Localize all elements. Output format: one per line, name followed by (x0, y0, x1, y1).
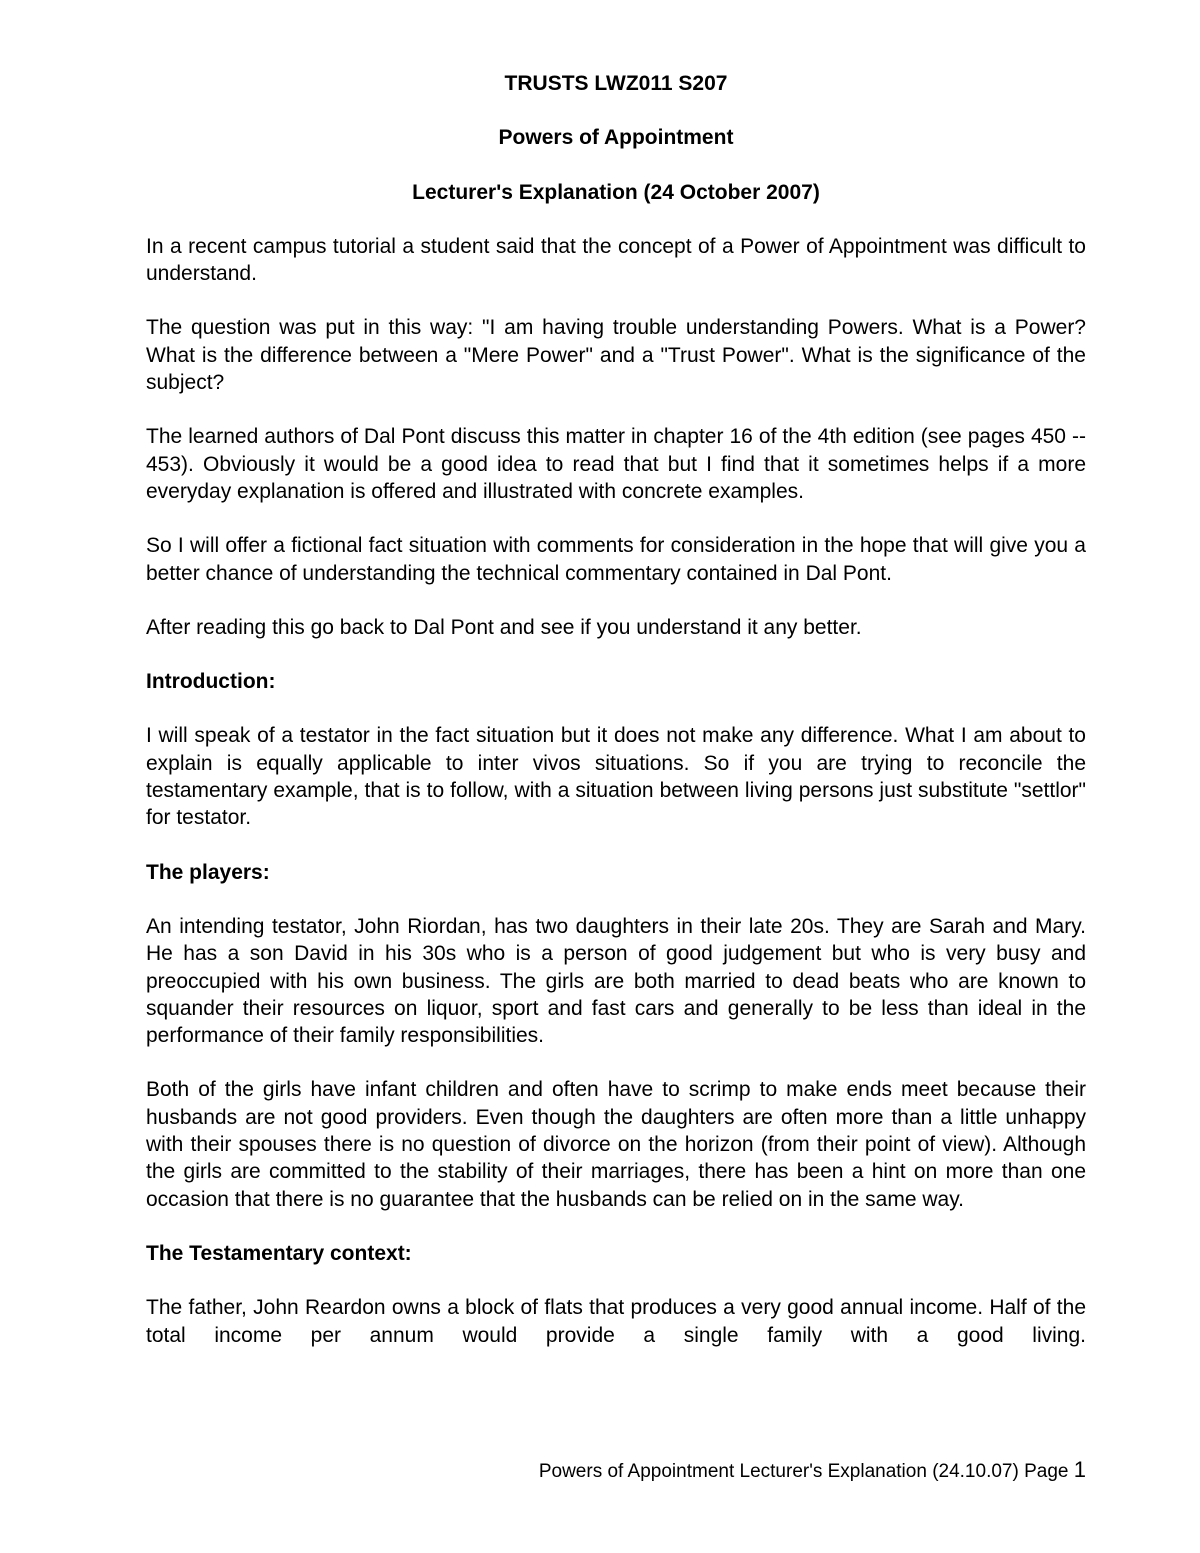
paragraph-john-riordan: An intending testator, John Riordan, has two daughters in their late 20s. They are Sarah and Mary. He has a son David in his 30s who is a person of good judgement but who is very busy and preoccupied with his own business. The girls are both married to dead beats who are known to squander their resources on liquor, sport and fast cars and generally to be less than ideal in the performance of their family responsibilities. (146, 914, 1086, 1048)
paragraph-daughters: Both of the girls have infant children and often have to scrimp to make ends meet because their husbands are not good providers. Even though the daughters are often more than a little unhappy with their spouses there is no question of divorce on the horizon (from their point of view). Although the girls are committed to the stability of their marriages, there has been a hint on more than one occasion that there is no guarantee that the husbands can be relied on in the same way. (146, 1078, 1086, 1211)
heading-introduction: Introduction: (146, 670, 276, 694)
paragraph-after-reading: After reading this go back to Dal Pont and see if you understand it any better. (146, 615, 862, 639)
page-number: 1 (1073, 1457, 1086, 1482)
document-page (146, 70, 1086, 1349)
footer-text: Powers of Appointment Lecturer's Explanation (24.10.07) Page (538, 1461, 1074, 1482)
heading-players: The players: (146, 860, 270, 884)
paragraph-testator: I will speak of a testator in the fact situation but it does not make any difference. What I am about to explain is equally applicable to inter vivos situations. So if you are trying to reconcile the testamentary example, that is to follow, with a situation between living persons just substitute "settlor" for testator. (146, 724, 1086, 830)
paragraph-dal-pont: The learned authors of Dal Pont discuss this matter in chapter 16 of the 4th edition (see pages 450 -- 453). Obviously it would be a good idea to read that but I find that it sometimes helps if a more everyday explanation is offered and illustrated with concrete examples. (146, 425, 1086, 503)
paragraph-question: The question was put in this way: "I am having trouble understanding Powers. What is a Power? What is the difference between a "Mere Power" and a "Trust Power". What is the significance of the subject? (146, 316, 1086, 395)
paragraph-fictional-situation: So I will offer a fictional fact situation with comments for consideration in the hope that will give you a better chance of understanding the technical commentary contained in Dal Pont. (146, 534, 1086, 585)
heading-testamentary-context: The Testamentary context: (146, 1241, 412, 1265)
course-title: TRUSTS LWZ011 S207 (504, 72, 728, 95)
subject-title: Powers of Appointment (498, 126, 734, 150)
page-footer (539, 1458, 1086, 1484)
explanation-title: Lecturer's Explanation (24 October 2007) (412, 180, 820, 204)
paragraph-intro-tutorial: In a recent campus tutorial a student said that the concept of a Power of Appointment was difficult to understand. (146, 234, 1086, 286)
paragraph-block-of-flats: The father, John Reardon owns a block of flats that produces a very good annual income. Half of the total income per annum would provide a single family with a good living. (146, 1296, 1086, 1347)
